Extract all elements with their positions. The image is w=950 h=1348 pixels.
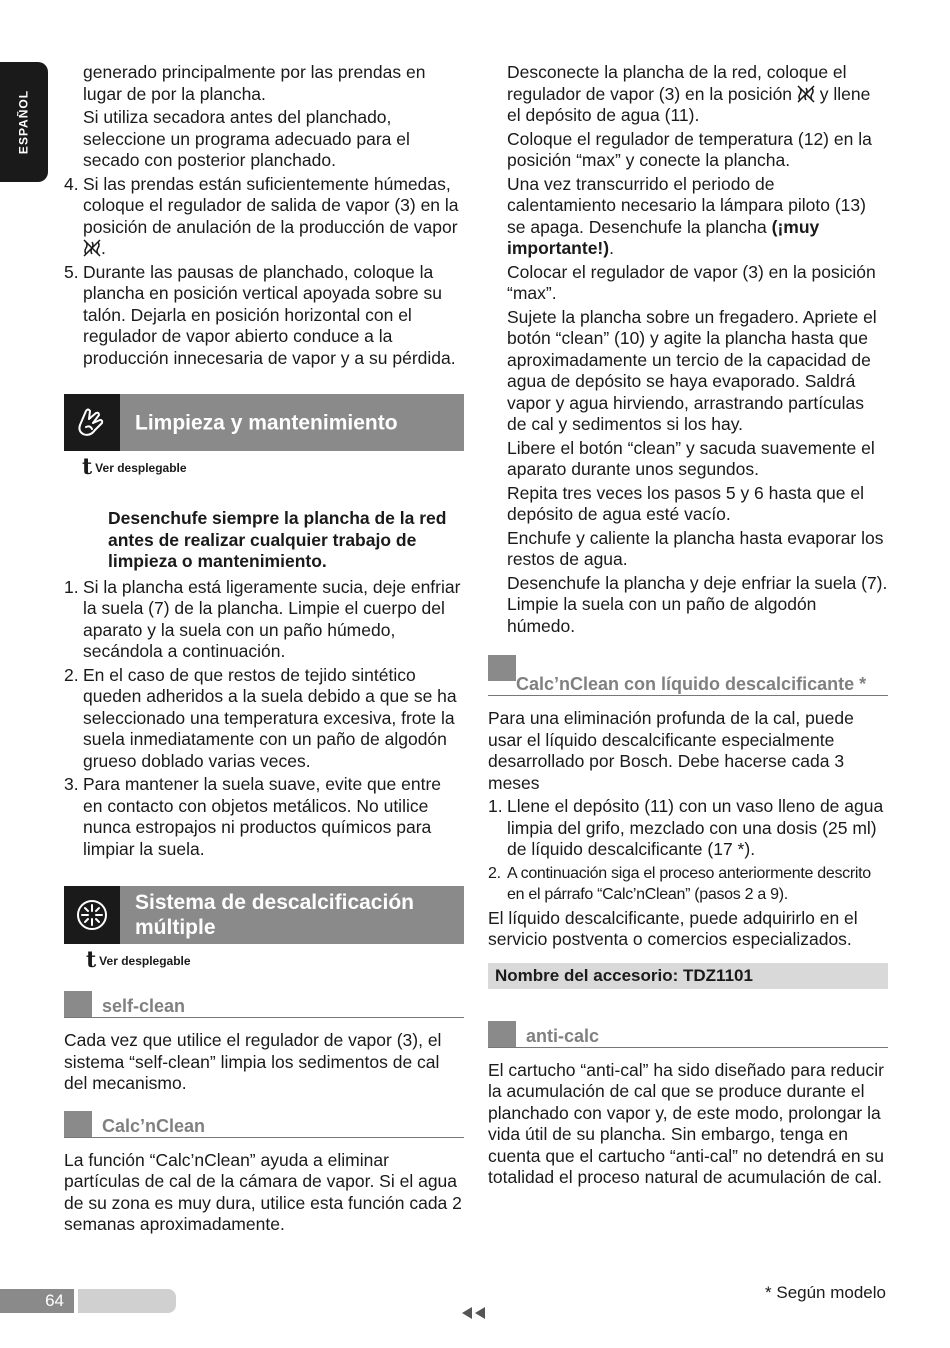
steam-off-icon [83,239,101,257]
step-paragraph-5: Sujete la plancha sobre un fregadero. Apriete el botón “clean” (10) y agite la plancha hasta que aproximadamente un tercio de la capacidad de agua de depósito se haya evaporado. Saldrá vapor y agua hirviendo, arrastrando partículas de cal y sedimentos si los hay. [507,306,877,434]
list-text: Si las prendas están suficientemente húmedas, coloque el regulador de salida de vapor (3) en la posición de anulación de la producción de vapor [83,173,459,237]
liquid-item-2 [488,863,888,906]
fold-out-pointer-icon: t [86,947,97,973]
page-number: 64 [0,1289,74,1313]
see-fold-out-note [64,454,464,480]
subheading-marker [64,991,92,1017]
step-paragraph-9: Desenchufe la plancha y deje enfriar la suela (7). Limpie la suela con un paño de algodón húmedo. [507,572,888,636]
left-column [64,62,464,1236]
intro-paragraph-1: generado principalmente por las prendas en lugar de por la plancha. [83,62,426,104]
see-fold-out-note [64,947,464,973]
list-text: Si la plancha está ligeramente sucia, deje enfriar la suela (7) de la plancha. Limpie el cuerpo del aparato y la suela con un paño húmedo, secándola a continuación. [83,576,461,661]
list-text: Durante las pausas de planchado, coloque la plancha en posición vertical apoyada sobre su talón. Dejarla en posición horizontal con el regulador de vapor abierto conduce a la producción innecesaria de vapor y a su pérdida. [83,261,456,368]
subheading-title: anti-calc [526,1025,600,1046]
step-paragraph-3 [488,174,888,260]
subheading-title: Calc’nClean [102,1115,206,1136]
list-text: En el caso de que restos de tejido sintético queden adheridos a la suela debido a que se ha seleccionado una temperatura excesiva, frote la suela inmediatamente con un paño de algodón grueso doblado varias veces. [83,664,457,771]
liquid-item-1 [488,796,888,861]
list-number: 5. [64,261,79,282]
self-clean-text: Cada vez que utilice el regulador de vapor (3), el sistema “self-clean” limpia los sedimentos de cal del mecanismo. [64,1030,442,1093]
list-text: A continuación siga el proceso anteriormente descrito en el párrafo “Calc’nClean” (pasos 2 a 9). [507,864,871,903]
clean-item-3 [64,774,464,860]
list-text-end: . [101,238,106,258]
step-paragraph-8: Enchufe y caliente la plancha hasta evaporar los restos de agua. [507,527,884,569]
step-paragraph-4: Colocar el regulador de vapor (3) en la posición “max”. [507,261,876,303]
fold-out-pointer-icon: t [82,454,93,480]
step-text: Desconecte la plancha de la red, coloque el regulador de vapor (3) en la posición [507,62,847,104]
footer-bar [78,1289,176,1313]
step-text-end: y llene el depósito de agua (11). [507,83,871,125]
step-paragraph-1 [488,62,888,127]
list-number: 2. [488,864,501,882]
steam-off-icon [797,85,815,103]
subheading-marker [488,655,516,681]
intro-paragraph-2: Si utiliza secadora antes del planchado, seleccione un programa adecuado para el secado con posterior planchado. [83,107,410,170]
right-column [488,62,888,1189]
list-text: Para mantener la suela suave, evite que entre en contacto con objetos metálicos. No utilice nunca estropajos ni productos químicos para limpiar la suela. [83,774,441,859]
subheading-calcnclean-liquid [488,655,888,696]
step-text-end: . [609,238,614,258]
list-item-4 [64,174,464,260]
hand-cleaning-icon [64,394,120,451]
list-number: 4. [64,173,79,194]
step-text: Una vez transcurrido el periodo de calentamiento necesario la lámpara piloto (13) se apaga. Desenchufe la plancha [507,173,866,237]
footnote: * Según modelo [765,1283,886,1302]
step-paragraph-2: Coloque el regulador de temperatura (12) en la posición “max” y conecte la plancha. [507,128,872,170]
step-paragraph-6: Libere el botón “clean” y sacuda suavemente el aparato durante unos segundos. [507,437,875,479]
see-fold-out-text: Ver desplegable [95,461,187,475]
step-paragraph-7: Repita tres veces los pasos 5 y 6 hasta que el depósito de agua esté vacío. [507,482,865,524]
liquid-intro: Para una eliminación profunda de la cal, puede usar el líquido descalcificante especialmente desarrollado por Bosch. Debe hacerse cada 3 meses [488,708,854,793]
language-tab [0,62,48,182]
list-number: 1. [488,796,503,816]
subheading-self-clean [64,991,464,1018]
descaling-system-icon [64,886,120,944]
back-arrows-icon[interactable] [461,1304,487,1326]
anti-calc-text: El cartucho “anti-cal” ha sido diseñado para reducir la acumulación de cal que se produce durante el planchado con vapor y, de este modo, prolongar la vida útil de su plancha. Sin embargo, tenga en cuenta que el cartucho “anti-cal” no detendrá en su totalidad el proceso natural de acumulación de cal. [488,1059,884,1187]
subheading-marker [64,1111,92,1137]
subheading-title: Calc’nClean con líquido descalcificante * [516,674,867,694]
see-fold-out-text: Ver desplegable [99,954,191,968]
clean-item-2 [64,665,464,773]
warning-text: Desenchufe siempre la plancha de la red antes de realizar cualquier trabajo de limpieza o mantenimiento. [108,508,447,571]
subheading-anti-calc [488,1021,888,1048]
list-text: Llene el depósito (11) con un vaso lleno de agua limpia del grifo, mezclado con una dosis (25 ml) de líquido descalcificante (17 *). [507,796,884,859]
section-banner-descaling [64,886,464,944]
subheading-calcnclean [64,1111,464,1138]
list-item-5 [64,262,464,370]
list-number: 2. [64,664,79,685]
section-title: Limpieza y mantenimiento [135,411,398,434]
subheading-marker [488,1021,516,1047]
calcnclean-text: La función “Calc’nClean” ayuda a eliminar partículas de cal de la cámara de vapor. Si el agua de su zona es muy dura, utilice esta función cada 2 semanas aproximadamente. [64,1149,462,1234]
section-banner-cleaning [64,394,464,451]
liquid-outro: El líquido descalcificante, puede adquirirlo en el servicio postventa o comercios especializados. [488,907,858,949]
step-emphasis: (¡muy importante!) [507,216,820,258]
subheading-title: self-clean [102,996,186,1016]
accessory-name-bar: Nombre del accesorio: TDZ1101 [488,963,888,989]
list-number: 1. [64,576,79,597]
list-number: 3. [64,774,79,794]
clean-item-1 [64,577,464,663]
section-title: Sistema de descalcificación múltiple [135,891,414,939]
language-tab-label: ESPAÑOL [16,89,31,155]
